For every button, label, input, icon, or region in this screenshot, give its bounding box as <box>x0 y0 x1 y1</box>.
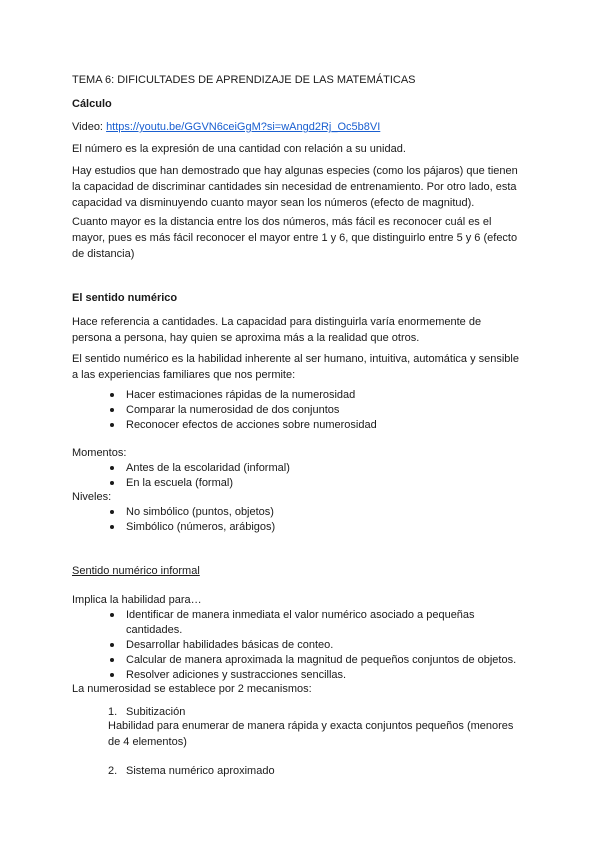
calculo-paragraph-3-line: Cuanto mayor es la distancia entre los dos números, más fácil es reconocer cuál es el <box>72 216 492 228</box>
momentos-item: En la escuela (formal) <box>126 477 233 489</box>
informal-item: Identificar de manera inmediata el valor numérico asociado a pequeñas <box>126 609 475 621</box>
niveles-item: No simbólico (puntos, objetos) <box>126 506 274 518</box>
document-title: TEMA 6: DIFICULTADES DE APRENDIZAJE DE LAS MATEMÁTICAS <box>72 74 416 86</box>
calculo-paragraph-2-line: Hay estudios que han demostrado que hay algunas especies (como los pájaros) que tienen <box>72 165 518 177</box>
momentos-item: Antes de la escolaridad (informal) <box>126 462 290 474</box>
permite-item: Comparar la numerosidad de dos conjuntos <box>126 404 340 416</box>
video-link[interactable]: https://youtu.be/GGVN6ceiGgM?si=wAngd2Rj_Oc5b8VI <box>106 121 381 133</box>
niveles-label: Niveles: <box>72 491 112 503</box>
mecanismo-2-title: Sistema numérico aproximado <box>126 765 275 777</box>
sentido-paragraph-2-line: El sentido numérico es la habilidad inherente al ser humano, intuitiva, automática y sensible <box>72 353 519 365</box>
calculo-paragraph-1: El número es la expresión de una cantidad con relación a su unidad. <box>72 143 406 155</box>
calculo-paragraph-2-line: la capacidad de discriminar cantidades sin necesidad de entrenamiento. Por otro lado, esta <box>72 181 517 193</box>
video-label: Video: <box>72 121 103 133</box>
mecanismo-1-title: Subitización <box>126 706 186 718</box>
bullet-icon <box>110 643 114 647</box>
momentos-label: Momentos: <box>72 447 127 459</box>
calculo-heading: Cálculo <box>72 98 112 110</box>
sentido-paragraph-2-line: a las experiencias familiares que nos permite: <box>72 369 296 381</box>
permite-item: Reconocer efectos de acciones sobre numerosidad <box>126 419 377 431</box>
niveles-item: Simbólico (números, arábigos) <box>126 521 276 533</box>
informal-item: Resolver adiciones y sustracciones sencillas. <box>126 669 347 681</box>
bullet-icon <box>110 510 114 514</box>
informal-intro: Implica la habilidad para… <box>72 594 202 606</box>
bullet-icon <box>110 658 114 662</box>
bullet-icon <box>110 466 114 470</box>
mecanismo-2-number: 2. <box>108 765 118 777</box>
permite-item: Hacer estimaciones rápidas de la numerosidad <box>126 389 356 401</box>
calculo-paragraph-2-line: capacidad va disminuyendo cuanto mayor sean los números (efecto de magnitud). <box>72 197 475 209</box>
bullet-icon <box>110 673 114 677</box>
bullet-icon <box>110 525 114 529</box>
informal-item-continuation: cantidades. <box>126 624 183 636</box>
calculo-paragraph-3-line: mayor, pues es más fácil reconocer el mayor entre 1 y 6, que distinguirlo entre 5 y 6 (efecto <box>72 232 518 244</box>
informal-item: Calcular de manera aproximada la magnitud de pequeños conjuntos de objetos. <box>126 654 517 666</box>
sentido-paragraph-1-line: persona a persona, hay quien se aproxima más a la realidad que otros. <box>72 332 420 344</box>
calculo-paragraph-3-line: de distancia) <box>72 248 135 260</box>
video-line <box>72 119 380 135</box>
mecanismo-1-number: 1. <box>108 706 118 718</box>
informal-heading: Sentido numérico informal <box>72 565 200 577</box>
bullet-icon <box>110 481 114 485</box>
mecanismo-1-desc-line: Habilidad para enumerar de manera rápida y exacta conjuntos pequeños (menores <box>108 720 514 732</box>
bullet-icon <box>110 393 114 397</box>
bullet-icon <box>110 613 114 617</box>
informal-item: Desarrollar habilidades básicas de conteo. <box>126 639 334 651</box>
bullet-icon <box>110 423 114 427</box>
mecanismo-1-desc-line: de 4 elementos) <box>108 736 187 748</box>
mecanismos-line: La numerosidad se establece por 2 mecanismos: <box>72 683 312 695</box>
sentido-paragraph-1-line: Hace referencia a cantidades. La capacidad para distinguirla varía enormemente de <box>72 316 482 328</box>
sentido-heading: El sentido numérico <box>72 292 178 304</box>
bullet-icon <box>110 408 114 412</box>
